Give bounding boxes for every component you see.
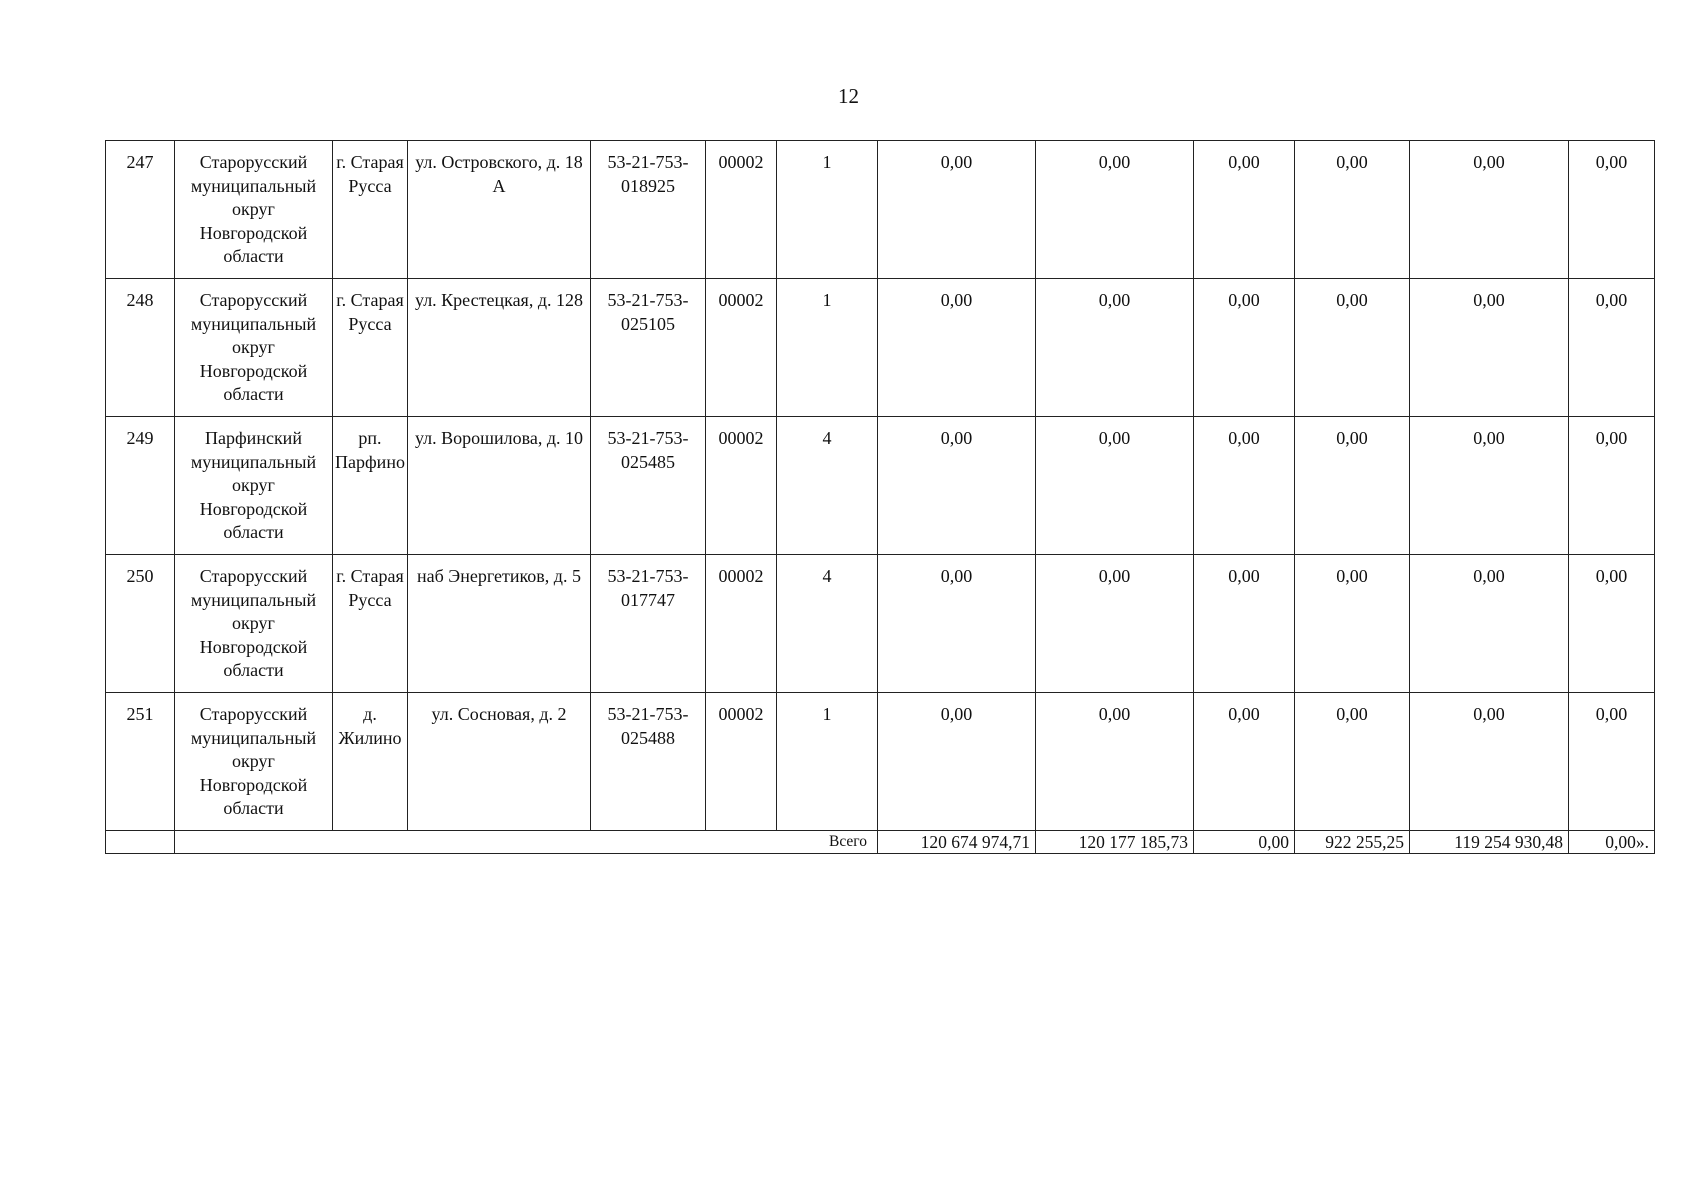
amount-cell-5: 0,00 bbox=[1410, 279, 1569, 417]
amount-cell-2: 0,00 bbox=[1036, 417, 1194, 555]
district-cell: Старорусский муниципальный округ Новгородской области bbox=[175, 693, 333, 831]
registration-code-cell: 53-21-753-018925 bbox=[591, 141, 706, 279]
registration-code-cell: 53-21-753-025488 bbox=[591, 693, 706, 831]
amount-cell-3: 0,00 bbox=[1194, 279, 1295, 417]
amount-cell-3: 0,00 bbox=[1194, 555, 1295, 693]
total-amount-2: 120 177 185,73 bbox=[1036, 831, 1194, 854]
row-number: 248 bbox=[106, 279, 175, 417]
amount-cell-6: 0,00 bbox=[1569, 141, 1655, 279]
code-cell: 00002 bbox=[706, 141, 777, 279]
district-cell: Парфинский муниципальный округ Новгородской области bbox=[175, 417, 333, 555]
amount-cell-5: 0,00 bbox=[1410, 555, 1569, 693]
count-cell: 1 bbox=[777, 279, 878, 417]
district-cell: Старорусский муниципальный округ Новгородской области bbox=[175, 141, 333, 279]
address-cell: наб Энергетиков, д. 5 bbox=[408, 555, 591, 693]
registration-code-cell: 53-21-753-025105 bbox=[591, 279, 706, 417]
table-row bbox=[106, 279, 1655, 417]
address-cell: ул. Ворошилова, д. 10 bbox=[408, 417, 591, 555]
amount-cell-1: 0,00 bbox=[878, 417, 1036, 555]
amount-cell-2: 0,00 bbox=[1036, 279, 1194, 417]
amount-cell-1: 0,00 bbox=[878, 279, 1036, 417]
code-cell: 00002 bbox=[706, 693, 777, 831]
table-row bbox=[106, 141, 1655, 279]
data-table bbox=[105, 140, 1655, 854]
code-cell: 00002 bbox=[706, 279, 777, 417]
total-empty-cell bbox=[106, 831, 175, 854]
amount-cell-5: 0,00 bbox=[1410, 693, 1569, 831]
amount-cell-4: 0,00 bbox=[1295, 141, 1410, 279]
amount-cell-4: 0,00 bbox=[1295, 555, 1410, 693]
row-number: 249 bbox=[106, 417, 175, 555]
total-amount-5: 119 254 930,48 bbox=[1410, 831, 1569, 854]
address-cell: ул. Сосновая, д. 2 bbox=[408, 693, 591, 831]
table-row bbox=[106, 693, 1655, 831]
district-cell: Старорусский муниципальный округ Новгородской области bbox=[175, 555, 333, 693]
total-amount-6: 0,00». bbox=[1569, 831, 1655, 854]
address-cell: ул. Островского, д. 18 А bbox=[408, 141, 591, 279]
amount-cell-2: 0,00 bbox=[1036, 141, 1194, 279]
amount-cell-6: 0,00 bbox=[1569, 417, 1655, 555]
locality-cell: рп. Парфино bbox=[333, 417, 408, 555]
count-cell: 1 bbox=[777, 693, 878, 831]
count-cell: 4 bbox=[777, 555, 878, 693]
code-cell: 00002 bbox=[706, 417, 777, 555]
locality-cell: г. Старая Русса bbox=[333, 555, 408, 693]
amount-cell-3: 0,00 bbox=[1194, 417, 1295, 555]
district-cell: Старорусский муниципальный округ Новгородской области bbox=[175, 279, 333, 417]
row-number: 247 bbox=[106, 141, 175, 279]
count-cell: 4 bbox=[777, 417, 878, 555]
row-number: 250 bbox=[106, 555, 175, 693]
total-amount-3: 0,00 bbox=[1194, 831, 1295, 854]
amount-cell-6: 0,00 bbox=[1569, 555, 1655, 693]
amount-cell-3: 0,00 bbox=[1194, 693, 1295, 831]
amount-cell-6: 0,00 bbox=[1569, 279, 1655, 417]
amount-cell-2: 0,00 bbox=[1036, 693, 1194, 831]
code-cell: 00002 bbox=[706, 555, 777, 693]
table-row bbox=[106, 555, 1655, 693]
amount-cell-1: 0,00 bbox=[878, 141, 1036, 279]
amount-cell-4: 0,00 bbox=[1295, 417, 1410, 555]
table-row bbox=[106, 417, 1655, 555]
amount-cell-6: 0,00 bbox=[1569, 693, 1655, 831]
address-cell: ул. Крестецкая, д. 128 bbox=[408, 279, 591, 417]
total-label: Всего bbox=[175, 831, 878, 854]
total-amount-4: 922 255,25 bbox=[1295, 831, 1410, 854]
registration-code-cell: 53-21-753-025485 bbox=[591, 417, 706, 555]
amount-cell-5: 0,00 bbox=[1410, 417, 1569, 555]
table-body bbox=[106, 141, 1655, 854]
page-number: 12 bbox=[838, 84, 859, 108]
locality-cell: г. Старая Русса bbox=[333, 279, 408, 417]
amount-cell-4: 0,00 bbox=[1295, 693, 1410, 831]
total-amount-1: 120 674 974,71 bbox=[878, 831, 1036, 854]
amount-cell-5: 0,00 bbox=[1410, 141, 1569, 279]
amount-cell-2: 0,00 bbox=[1036, 555, 1194, 693]
count-cell: 1 bbox=[777, 141, 878, 279]
row-number: 251 bbox=[106, 693, 175, 831]
locality-cell: г. Старая Русса bbox=[333, 141, 408, 279]
locality-cell: д. Жилино bbox=[333, 693, 408, 831]
total-row bbox=[106, 831, 1655, 854]
amount-cell-1: 0,00 bbox=[878, 555, 1036, 693]
amount-cell-1: 0,00 bbox=[878, 693, 1036, 831]
amount-cell-4: 0,00 bbox=[1295, 279, 1410, 417]
amount-cell-3: 0,00 bbox=[1194, 141, 1295, 279]
registration-code-cell: 53-21-753-017747 bbox=[591, 555, 706, 693]
